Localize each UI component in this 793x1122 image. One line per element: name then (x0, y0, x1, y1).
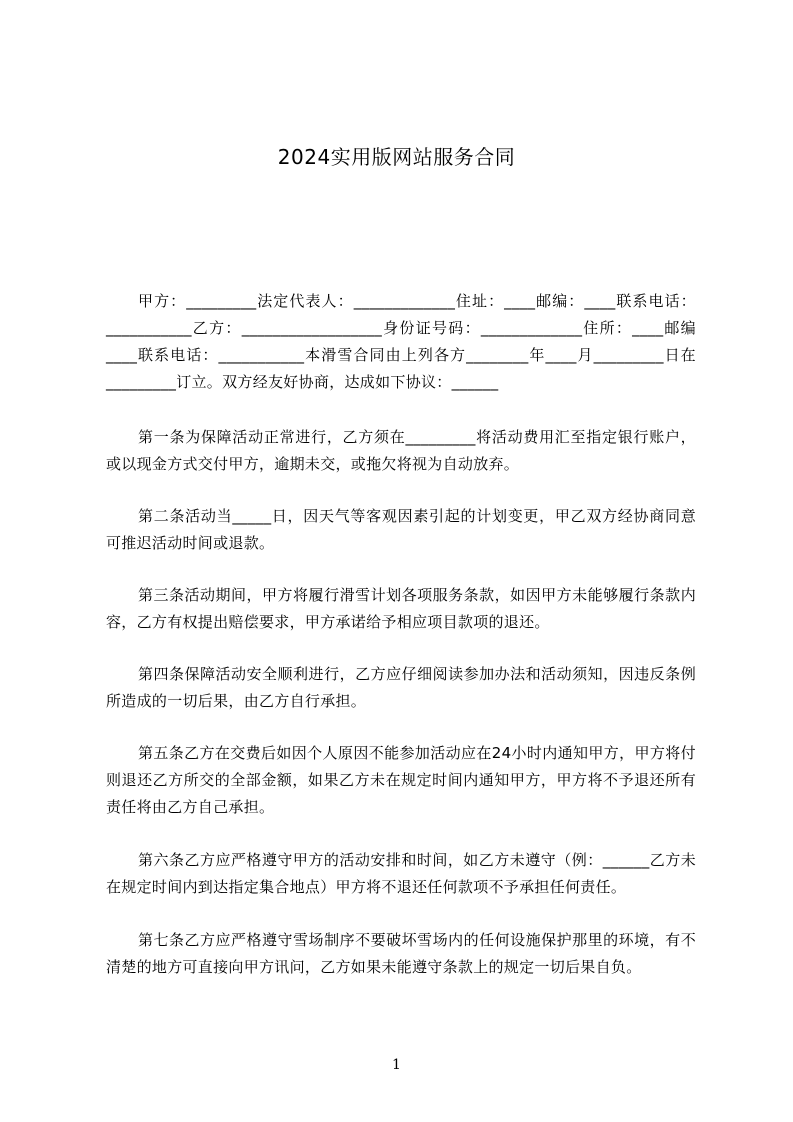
article-4 (106, 661, 696, 715)
article-2-text: 第二条活动当_____日，因天气等客观因素引起的计划变更，甲乙双方经协商同意可推迟活动时间或退款。 (106, 507, 696, 552)
article-7-text: 第七条乙方应严格遵守雪场制序不要破坏雪场内的任何设施保护那里的环境，有不清楚的地方可直接向甲方讯问，乙方如果未能遵守条款上的规定一切后果自负。 (106, 931, 696, 976)
page-number: 1 (392, 1057, 401, 1073)
article-1 (106, 424, 696, 478)
article-5-text: 第五条乙方在交费后如因个人原因不能参加活动应在24小时内通知甲方，甲方将付则退还乙方所交的全部金额，如果乙方未在规定时间内通知甲方，甲方将不予退还所有责任将由乙方自己承担。 (106, 744, 696, 816)
article-6 (106, 847, 696, 901)
article-6-text: 第六条乙方应严格遵守甲方的活动安排和时间，如乙方未遵守（例：______乙方未在规定时间内到达指定集合地点）甲方将不退还任何款项不予承担任何责任。 (106, 851, 696, 896)
article-3-text: 第三条活动期间，甲方将履行滑雪计划各项服务条款，如因甲方未能够履行条款内容，乙方有权提出赔偿要求，甲方承诺给予相应项目款项的退还。 (106, 586, 696, 631)
article-2 (106, 503, 696, 557)
article-3 (106, 582, 696, 636)
document-title: 2024实用版网站服务合同 (277, 145, 516, 169)
article-4-text: 第四条保障活动安全顺利进行，乙方应仔细阅读参加办法和活动须知，因违反条例所造成的一切后果，由乙方自行承担。 (106, 665, 696, 710)
article-1-text: 第一条为保障活动正常进行，乙方须在_________将活动费用汇至指定银行账户，或以现金方式交付甲方，逾期未交，或拖欠将视为自动放弃。 (106, 428, 696, 473)
parties-text: 甲方：_________法定代表人：_____________住址：____邮编：____联系电话：___________乙方：__________________身份证号码：_____________住所：____邮编____联系电话：___________本滑雪合同由上列各方________年____月_________日在_________订立。双方经友好协商，达成如下协议：______ (106, 292, 696, 391)
article-5 (106, 740, 696, 821)
article-7 (106, 927, 696, 981)
contract-parties-paragraph (106, 288, 696, 396)
